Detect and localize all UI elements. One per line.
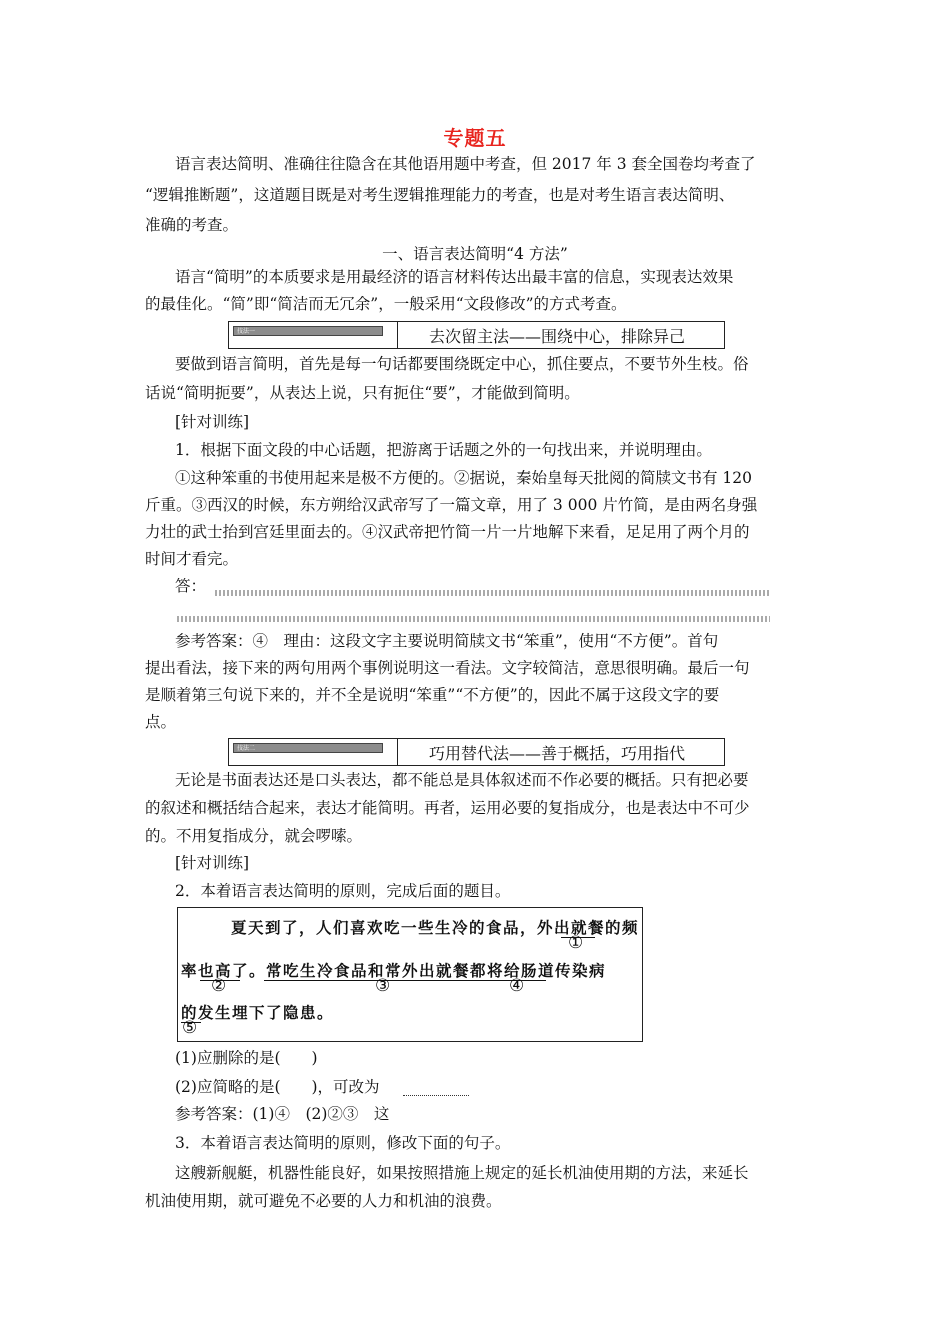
reference-line: 参考答案：④ 理由：这段文字主要说明简牍文书“笨重”，使用“不方便”。首句 [175, 632, 719, 650]
paragraph-line: 话说“简明扼要”，从表达上说，只有扼住“要”，才能做到简明。 [145, 384, 580, 402]
method-tag: 技法一 [233, 326, 383, 336]
sub-question: (2)应简略的是( )，可改为 [175, 1078, 380, 1096]
marker-1: ① [568, 933, 584, 953]
paragraph-line: 的最佳化。“简”即“简洁而无冗余”，一般采用“文段修改”的方式考查。 [145, 295, 627, 313]
paragraph-line: 语言“简明”的本质要求是用最经济的语言材料传达出最丰富的信息，实现表达效果 [175, 268, 734, 286]
sub-question: (1)应删除的是( ) [175, 1049, 318, 1067]
example-line: 的发生埋下了隐患。 [181, 1003, 335, 1022]
example-line: 夏天到了，人们喜欢吃一些生冷的食品，外出就餐的频 [231, 918, 640, 937]
question-prompt: 1．根据下面文段的中心话题，把游离于话题之外的一句找出来，并说明理由。 [175, 441, 712, 459]
reference-line: 提出看法，接下来的两句用两个事例说明这一看法。文字较简洁，意思很明确。最后一句 [145, 659, 750, 677]
passage-line: 斤重。③西汉的时候，东方朔给汉武帝写了一篇文章，用了 3 000 片竹简，是由两名身强 [145, 496, 758, 514]
passage-line: 机油使用期，就可避免不必要的人力和机油的浪费。 [145, 1192, 502, 1210]
paragraph-line: 的。不用复指成分，就会啰嗦。 [145, 827, 363, 845]
method-tag: 技法二 [233, 743, 383, 753]
intro-line: 语言表达简明、准确往往隐含在其他语用题中考查，但 2017 年 3 套全国卷均考查了 [175, 155, 756, 173]
marker-3: ③ [375, 976, 391, 996]
passage-line: ①这种笨重的书使用起来是极不方便的。②据说，秦始皇每天批阅的简牍文书有 120 [175, 469, 753, 487]
question-prompt: 3．本着语言表达简明的原则，修改下面的句子。 [175, 1134, 511, 1152]
paragraph-line: 要做到语言简明，首先是每一句话都要围绕既定中心，抓住要点，不要节外生枝。俗 [175, 355, 749, 373]
reference-line: 参考答案：(1)④ (2)②③ 这 [175, 1105, 390, 1123]
marker-5: ⑤ [182, 1018, 198, 1038]
answer-line[interactable] [215, 590, 770, 596]
marker-2: ② [211, 976, 227, 996]
passage-line: 力壮的武士抬到宫廷里面去的。④汉武帝把竹简一片一片地解下来看，足足用了两个月的 [145, 523, 750, 541]
training-label: [针对训练] [175, 413, 250, 431]
reference-line: 是顺着第三句说下来的，并不全是说明“笨重”“不方便”的，因此不属于这段文字的要 [145, 686, 720, 704]
intro-line: “逻辑推断题”，这道题目既是对考生逻辑推理能力的考查，也是对考生语言表达简明、 [145, 186, 735, 204]
paragraph-line: 的叙述和概括结合起来，表达才能简明。再者，运用必要的复指成分，也是表达中不可少 [145, 799, 750, 817]
method-banner [228, 321, 725, 349]
method-title: 巧用替代法——善于概括，巧用指代 [429, 744, 686, 763]
paragraph-line: 无论是书面表达还是口头表达，都不能总是具体叙述而不作必要的概括。只有把必要 [175, 771, 749, 789]
method-title: 去次留主法——围绕中心，排除异己 [429, 327, 686, 346]
answer-line[interactable] [177, 616, 770, 622]
divider [397, 739, 398, 765]
divider [397, 322, 398, 348]
section-heading: 一、语言表达简明“4 方法” [382, 245, 568, 263]
training-label: [针对训练] [175, 854, 250, 872]
answer-label: 答： [175, 577, 207, 595]
example-sentence-box [177, 907, 643, 1042]
method-banner [228, 738, 725, 766]
fill-blank[interactable] [403, 1094, 469, 1096]
marker-4: ④ [509, 976, 525, 996]
example-line: 率也高了。常吃生冷食品和常外出就餐都将给肠道传染病 [181, 961, 607, 980]
page-title: 专题五 [443, 126, 507, 150]
reference-line: 点。 [145, 713, 177, 731]
passage-line: 这艘新舰艇，机器性能良好，如果按照措施上规定的延长机油使用期的方法，来延长 [175, 1164, 749, 1182]
question-prompt: 2．本着语言表达简明的原则，完成后面的题目。 [175, 882, 511, 900]
intro-line: 准确的考查。 [145, 216, 239, 234]
passage-line: 时间才看完。 [145, 550, 239, 568]
